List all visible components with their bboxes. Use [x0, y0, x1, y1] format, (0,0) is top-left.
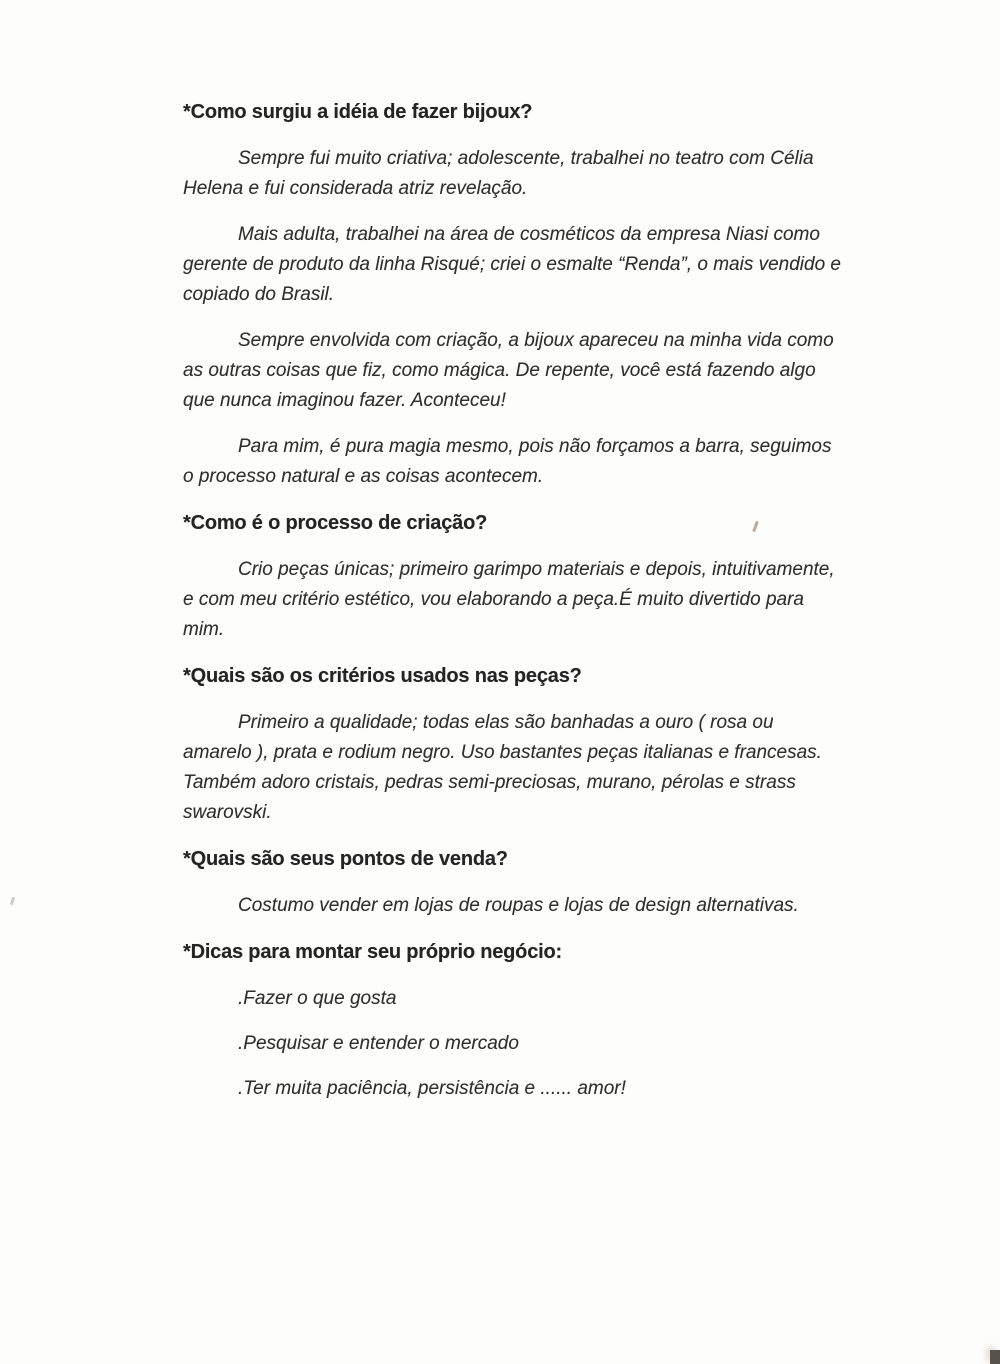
question-heading-2: *Como é o processo de criação?	[183, 512, 488, 534]
tip-list-item: .Pesquisar e entender o mercado	[238, 1033, 519, 1054]
answer-paragraph: Mais adulta, trabalhei na área de cosméticos da empresa Niasi como gerente de produto da linha Risqué; criei o esmalte “Renda”, o mais vendido e copiado do Brasil.	[183, 224, 841, 305]
question-heading-4: *Quais são seus pontos de venda?	[183, 848, 508, 870]
scan-mark-bottom-corner	[990, 1350, 1000, 1364]
answer-paragraph: Para mim, é pura magia mesmo, pois não forçamos a barra, seguimos o processo natural e as coisas acontecem.	[183, 436, 832, 487]
question-heading-5: *Dicas para montar seu próprio negócio:	[183, 941, 562, 963]
scan-speck-left-margin	[10, 897, 15, 906]
answer-paragraph: Primeiro a qualidade; todas elas são banhadas a ouro ( rosa ou amarelo ), prata e rodium negro. Uso bastantes peças italianas e francesas. Também adoro cristais, pedras semi-preciosas, murano, pérolas e strass swarovski.	[183, 712, 822, 823]
answer-paragraph: Costumo vender em lojas de roupas e lojas de design alternativas.	[238, 895, 799, 916]
question-heading-1: *Como surgiu a idéia de fazer bijoux?	[183, 101, 533, 123]
answer-paragraph: Crio peças únicas; primeiro garimpo materiais e depois, intuitivamente, e com meu critério estético, vou elaborando a peça.É muito divertido para mim.	[183, 559, 835, 640]
tip-list-item: .Fazer o que gosta	[238, 988, 397, 1009]
answer-paragraph: Sempre envolvida com criação, a bijoux apareceu na minha vida como as outras coisas que fiz, como mágica. De repente, você está fazendo algo que nunca imaginou fazer. Aconteceu!	[183, 330, 834, 411]
question-heading-3: *Quais são os critérios usados nas peças?	[183, 665, 582, 687]
document-content	[183, 97, 845, 1119]
answer-paragraph: Sempre fui muito criativa; adolescente, trabalhei no teatro com Célia Helena e fui considerada atriz revelação.	[183, 148, 814, 199]
tip-list-item: .Ter muita paciência, persistência e ...... amor!	[238, 1078, 626, 1099]
